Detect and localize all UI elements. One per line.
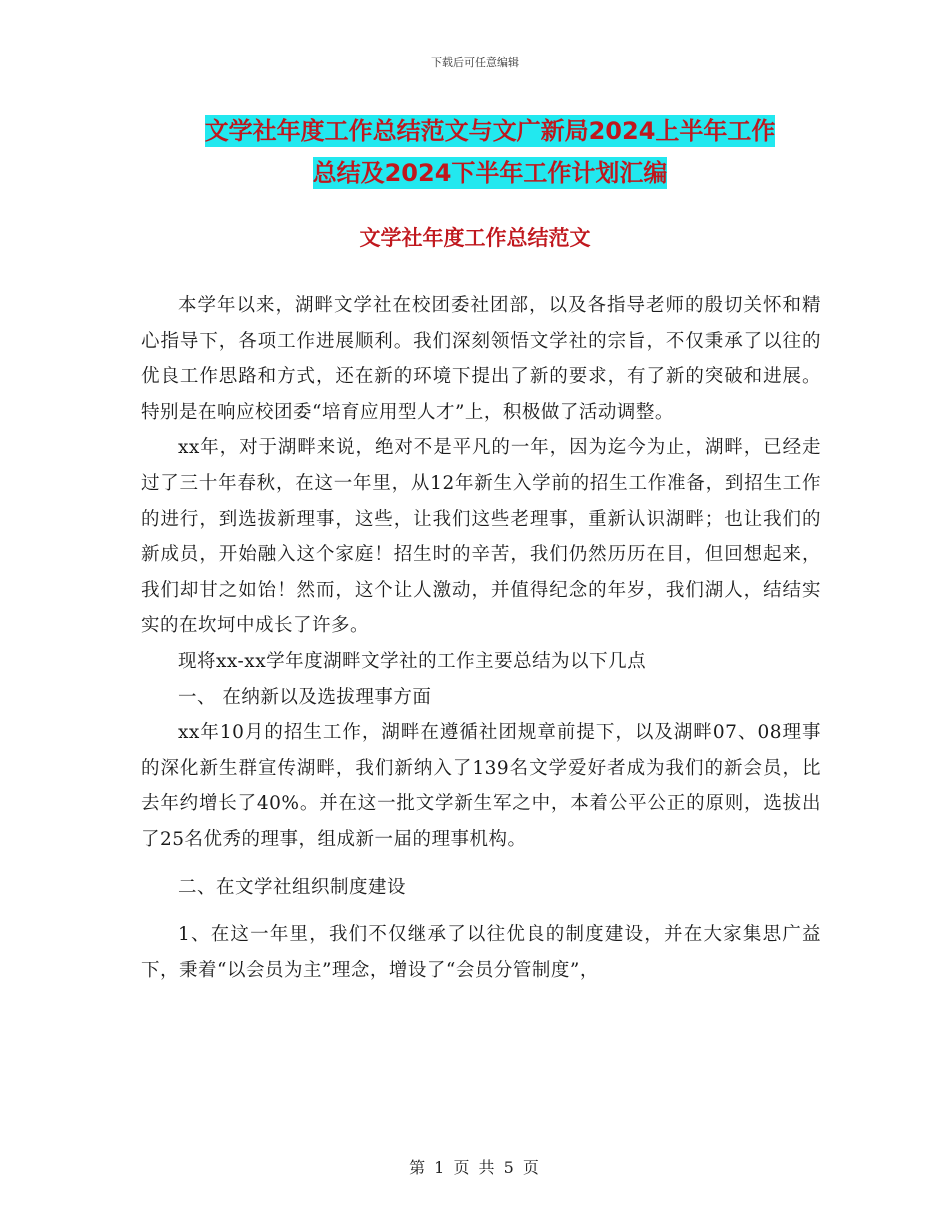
section-title: 文学社年度工作总结范文	[359, 226, 591, 250]
page-footer: 第 1 页 共 5 页	[409, 1158, 541, 1177]
document-title-line-1: 文学社年度工作总结范文与文广新局2024上半年工作	[204, 117, 776, 145]
paragraph: 现将xx-xx学年度湖畔文学社的工作主要总结为以下几点	[178, 650, 647, 672]
paragraph-heading: 一、 在纳新以及选拔理事方面	[178, 686, 432, 708]
document-title	[140, 110, 840, 194]
document-title-line-2: 总结及2024下半年工作计划汇编	[312, 159, 668, 187]
paragraph: xx年10月的招生工作，湖畔在遵循社团规章前提下，以及湖畔07、08理事的深化新生群宣传湖畔，我们新纳入了139名文学爱好者成为我们的新会员，比去年约增长了40%。并在这一批文学新生军之中，本着公平公正的原则，选拔出了25名优秀的理事，组成新一届的理事机构。	[141, 722, 821, 850]
paragraph-heading: 二、在文学社组织制度建设	[178, 876, 407, 898]
header-note: 下载后可任意编辑	[431, 56, 519, 69]
paragraph: 本学年以来，湖畔文学社在校团委社团部，以及各指导老师的殷切关怀和精心指导下，各项工作进展顺利。我们深刻领悟文学社的宗旨，不仅秉承了以往的优良工作思路和方式，还在新的环境下提出了新的要求，有了新的突破和进展。特别是在响应校团委“培育应用型人才”上，积极做了活动调整。	[141, 295, 821, 423]
paragraph: 1、在这一年里，我们不仅继承了以往优良的制度建设，并在大家集思广益下，秉着“以会员为主”理念，增设了“会员分管制度”，	[141, 924, 821, 981]
paragraph: xx年，对于湖畔来说，绝对不是平凡的一年，因为迄今为止，湖畔，已经走过了三十年春秋，在这一年里，从12年新生入学前的招生工作准备，到招生工作的进行，到选拔新理事，这些，让我们这些老理事，重新认识湖畔；也让我们的新成员，开始融入这个家庭！招生时的辛苦，我们仍然历历在目，但回想起来，我们却甘之如饴！然而，这个让人激动，并值得纪念的年岁，我们湖人，结结实实的在坎坷中成长了许多。	[141, 437, 821, 637]
body-text	[141, 288, 821, 988]
